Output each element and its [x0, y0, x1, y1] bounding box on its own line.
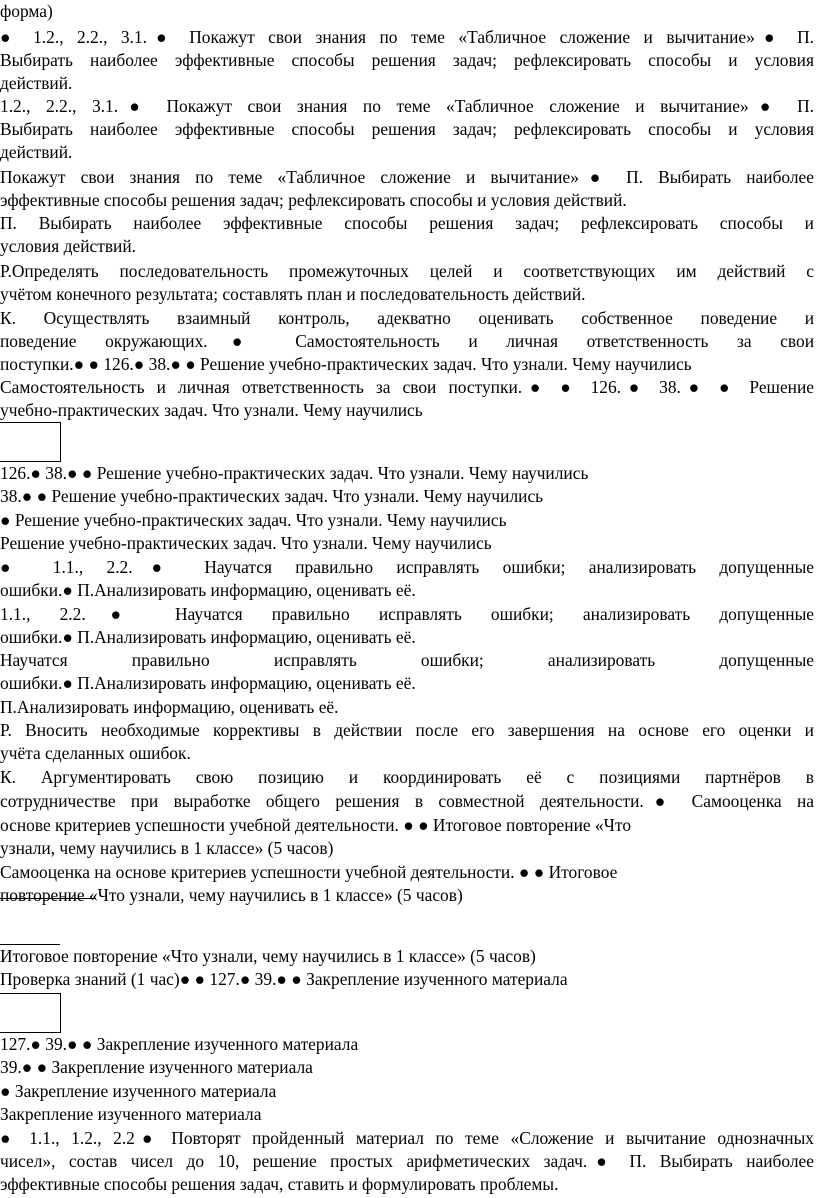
text-line: форма): [0, 1, 53, 21]
text-line: Самостоятельность и личная ответственность за свои поступки.● ● 126.● 38.● ● Решение: [0, 377, 814, 397]
text-line: 1.2., 2.2., 3.1.● Покажут свои знания по теме «Табличное сложение и вычитание»● П.: [0, 96, 814, 116]
text-line: ● 1.2., 2.2., 3.1.● Покажут свои знания по теме «Табличное сложение и вычитание»● П.: [0, 27, 814, 47]
text-line: Проверка знаний (1 час)● ● 127.● 39.● ● Закрепление изученного материала: [0, 969, 568, 989]
text-line: эффективные способы решения задач; рефлексировать способы и условия действий.: [0, 190, 627, 210]
text-line: сотрудничестве при выработке общего решения в совместной деятельности.● Самооценка на: [0, 791, 814, 811]
text-line: 127.● 39.● ● Закрепление изученного материала: [0, 1034, 359, 1054]
text-line: действий.: [0, 73, 73, 93]
text-line: ● Решение учебно-практических задач. Что узнали. Чему научились: [0, 510, 507, 530]
text-line: К. Осуществлять взаимный контроль, адекватно оценивать собственное поведение и: [0, 308, 814, 328]
text-line: П.Анализировать информацию, оценивать её.: [0, 697, 339, 717]
text-line: узнали, чему научились в 1 классе» (5 часов): [0, 838, 334, 858]
text-line: поступки.● ● 126.● 38.● ● Решение учебно-практических задач. Что узнали. Чему научились: [0, 354, 692, 374]
text-line: ● 1.1., 1.2., 2.2● Повторят пройденный материал по теме «Сложение и вычитание однозначных: [0, 1128, 814, 1148]
text-line: Р. Вносить необходимые коррективы в действии после его завершения на основе его оценки и: [0, 720, 814, 740]
text-line: ошибки.● П.Анализировать информацию, оценивать её.: [0, 580, 416, 600]
empty-cell-box: [0, 422, 61, 462]
text-line: К. Аргументировать свою позицию и координировать её с позициями партнёров в: [0, 767, 814, 787]
empty-cell-box: [0, 993, 61, 1033]
text-line: ● Закрепление изученного материала: [0, 1081, 277, 1101]
text-line: Научатся правильно исправлять ошибки; анализировать допущенные: [0, 650, 814, 670]
text-line: чисел», состав чисел до 10, решение простых арифметических задач.● П. Выбирать наиболее: [0, 1151, 814, 1171]
text-line: ошибки.● П.Анализировать информацию, оценивать её.: [0, 627, 416, 647]
text-line: учётом конечного результата; составлять план и последовательность действий.: [0, 284, 586, 304]
text-line: учебно-практических задач. Что узнали. Чему научились: [0, 400, 423, 420]
text-line: эффективные способы решения задач, ставить и формулировать проблемы.: [0, 1174, 559, 1194]
text-line: 1.1., 2.2.● Научатся правильно исправлять ошибки; анализировать допущенные: [0, 604, 814, 624]
text-line: 126.● 38.● ● Решение учебно-практических задач. Что узнали. Чему научились: [0, 463, 589, 483]
text-line: ● 1.1., 2.2.● Научатся правильно исправлять ошибки; анализировать допущенные: [0, 557, 814, 577]
text-line: 39.● ● Закрепление изученного материала: [0, 1057, 313, 1077]
text-line: 38.● ● Решение учебно-практических задач. Что узнали. Чему научились: [0, 486, 544, 506]
text-line: действий.: [0, 142, 73, 162]
text-line: Самооценка на основе критериев успешности учебной деятельности. ● ● Итоговое: [0, 862, 618, 882]
text-line: Покажут свои знания по теме «Табличное сложение и вычитание»● П. Выбирать наиболее: [0, 167, 814, 187]
text-line: условия действий.: [0, 236, 137, 256]
text-line: Выбирать наиболее эффективные способы решения задач; рефлексировать способы и условия: [0, 119, 814, 139]
text-line: П. Выбирать наиболее эффективные способы решения задач; рефлексировать способы и: [0, 213, 814, 233]
text-line: повторение «Что узнали, чему научились в 1 классе» (5 часов): [0, 885, 463, 905]
text-line: учёта сделанных ошибок.: [0, 743, 191, 763]
text-line: Итоговое повторение «Что узнали, чему научились в 1 классе» (5 часов): [0, 946, 536, 966]
text-line: ошибки.● П.Анализировать информацию, оценивать её.: [0, 673, 416, 693]
text-line: поведение окружающих.● Самостоятельность и личная ответственность за свои: [0, 331, 814, 351]
text-line: основе критериев успешности учебной деятельности. ● ● Итоговое повторение «Что: [0, 815, 632, 835]
text-line: Выбирать наиболее эффективные способы решения задач; рефлексировать способы и условия: [0, 50, 814, 70]
text-line: Закрепление изученного материала: [0, 1104, 262, 1124]
text-line: Р.Определять последовательность промежуточных целей и соответствующих им действий с: [0, 261, 814, 281]
text-line: Решение учебно-практических задач. Что узнали. Чему научились: [0, 533, 492, 553]
